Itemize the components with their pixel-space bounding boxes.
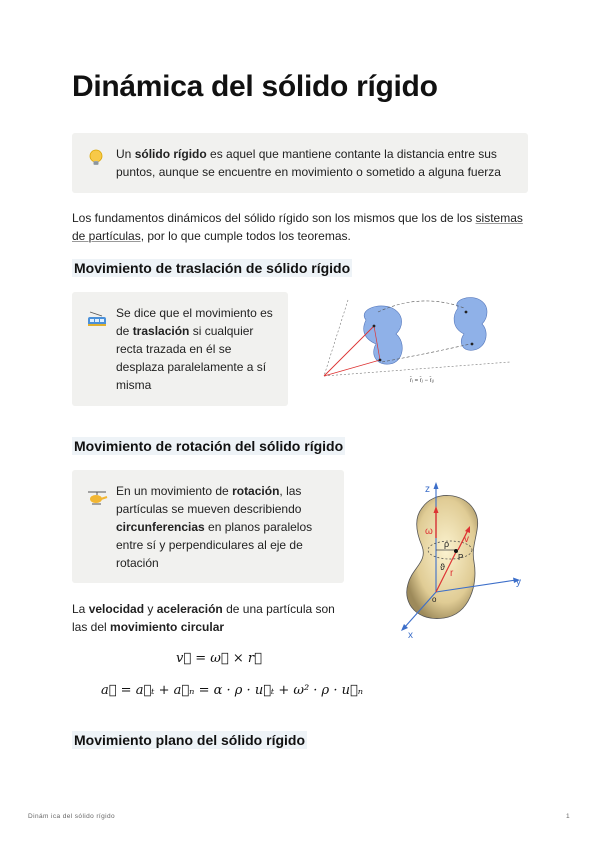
velocity-label: v [464,534,469,545]
sistemas-link[interactable]: sistemas de partículas [72,211,523,243]
origin-label: o [432,595,437,604]
rho-label: ρ [444,539,450,549]
intro-paragraph [72,209,532,245]
text-run: Un [116,147,135,161]
section-heading-plano: Movimiento plano del sólido rígido [74,732,305,748]
section-heading-traslacion: Movimiento de traslación de sólido rígido [74,260,351,276]
rotacion-paragraph [72,600,347,636]
rotacion-text [116,482,334,572]
point-p-label: P [458,553,464,562]
page-title: Dinámica del sólido rígido [72,70,438,103]
text-run: En un movimiento de [116,484,233,498]
traslacion-callout [72,292,288,406]
lightbulb-icon [86,148,106,168]
text-run: Se dice que el movimiento es de [116,306,273,338]
helicopter-icon [86,488,106,508]
axis-x-label: x [408,630,413,640]
bold-term: aceleración [156,602,223,616]
section-heading-rotacion: Movimiento de rotación del sólido rígido [74,438,344,454]
bold-term: circunferencias [116,520,205,534]
rotacion-callout [72,470,344,583]
axis-y-label: y [516,577,521,588]
text-run: en planos paralelos entre sí y perpendiculares al eje de rotación [116,520,313,570]
text-run: , por lo que cumple todos los teoremas. [140,229,351,243]
bold-term: traslación [132,324,190,338]
definition-text [116,145,516,181]
tram-icon [86,310,106,330]
bold-term: rotación [232,484,280,498]
text-run: Los fundamentos dinámicos del sólido rígido son los mismos que los de los [72,211,476,225]
page-number: 1 [566,813,570,820]
r-label: r [450,568,454,579]
traslacion-formula: r̄ᵢ = r̄ⱼ − r̄ᵢⱼ [410,378,434,384]
bold-term: movimiento circular [110,620,225,634]
theta-label: ϑ [440,562,445,572]
traslacion-text [116,304,278,394]
text-run: y [144,602,157,616]
acceleration-equation: a⃗ = a⃗ₜ + a⃗ₙ = α · ρ · u⃗ₜ + ω² · ρ · u⃗ₙ [101,683,364,698]
rotacion-figure [394,480,530,640]
footer-title: Dinám ica del sólido rígido [28,813,116,820]
omega-label: ω [425,526,433,537]
text-run: de una partícula son las del [72,602,335,634]
definition-callout [72,133,528,193]
text-run: La [72,602,89,616]
velocity-equation: v⃗ = ω⃗ × r⃗ [176,651,262,666]
text-run: , las partículas se mueven describiendo [116,484,302,516]
bold-term: sólido rígido [134,147,207,161]
text-run: si cualquier recta trazada en él se desplaza paralelamente a sí misma [116,324,267,392]
text-run: es aquel que mantiene contante la distancia entre sus puntos, aunque se encuentre en movimiento o sometido a alguna fuerza [116,147,501,179]
axis-z-label: z [425,484,430,495]
traslacion-figure [318,292,518,388]
bold-term: velocidad [88,602,145,616]
